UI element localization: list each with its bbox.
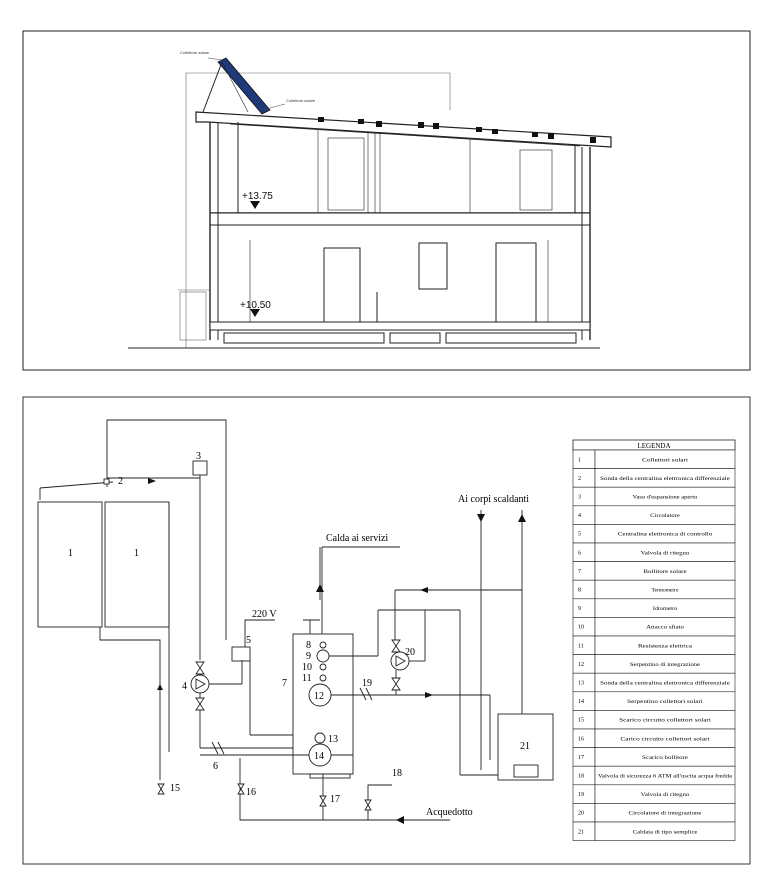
legend-row [573, 450, 735, 469]
legend-item-text: Valvola di ritegno [640, 550, 690, 557]
legend-item-number: 16 [578, 736, 584, 743]
legend-item-number: 3 [578, 494, 581, 501]
legend-item-number: 13 [578, 680, 584, 687]
collector-2-label: 1 [134, 548, 139, 559]
legend-table [573, 440, 735, 841]
label-hot-water: Calda ai servizi [326, 533, 389, 544]
legend-item-text: Sonda della centralina elettronica differenziale [600, 475, 705, 482]
legend-item-number: 9 [578, 606, 581, 613]
legend-row [573, 692, 735, 711]
legend-item-number: 10 [578, 624, 584, 631]
level-lower: +10.50 [240, 300, 271, 311]
num-20: 20 [405, 647, 415, 658]
num-3: 3 [196, 451, 201, 462]
legend-row [573, 710, 735, 729]
legend-item-text: Bollitore solare [643, 568, 688, 575]
legend-row [573, 729, 735, 748]
legend-row [573, 785, 735, 804]
legend-row [573, 766, 735, 785]
num-2: 2 [118, 476, 123, 487]
legend-title: LEGENDA [637, 442, 671, 450]
legend-item-text: Carico circuito collettori solari [620, 736, 711, 743]
num-18: 18 [392, 768, 402, 779]
num-7: 7 [282, 678, 287, 689]
legend-row [573, 580, 735, 599]
legend-item-text: Centralina elettronica di controllo [617, 531, 713, 538]
num-19: 19 [362, 678, 372, 689]
legend-item-number: 4 [578, 513, 581, 520]
legend-item-number: 7 [578, 568, 581, 575]
num-17: 17 [330, 794, 340, 805]
label-voltage: 220 V [252, 609, 277, 620]
building-section-panel [23, 31, 750, 370]
collector-1-label: 1 [68, 548, 73, 559]
num-10: 10 [302, 662, 312, 673]
legend-row [573, 524, 735, 543]
level-upper: +13.75 [242, 191, 273, 202]
legend-item-number: 18 [578, 773, 584, 780]
panel-note-1: Collettore solare [180, 50, 210, 55]
legend-row [573, 562, 735, 581]
num-11: 11 [302, 673, 312, 684]
window [419, 243, 447, 289]
legend-row [573, 599, 735, 618]
legend-item-text: Caldaia di tipo semplice [632, 829, 699, 836]
legend-item-number: 6 [578, 550, 581, 557]
legend-row [573, 655, 735, 674]
num-16: 16 [246, 787, 256, 798]
legend-item-number: 21 [578, 829, 584, 836]
num-8: 8 [306, 640, 311, 651]
num-5: 5 [246, 635, 251, 646]
legend-item-number: 2 [578, 475, 581, 482]
legend-item-number: 17 [578, 754, 584, 761]
legend-item-text: Circolatore [650, 513, 681, 520]
legend-item-text: Collettori solari [642, 457, 689, 464]
legend-item-number: 15 [578, 717, 584, 724]
door-right [496, 243, 536, 322]
collector-right [105, 502, 169, 627]
door-left [324, 248, 360, 322]
legend-item-text: Attacco sfiato [646, 624, 678, 631]
legend-row [573, 822, 735, 841]
legend-item-text: Sonda della centralina elettronica differenziale [600, 680, 705, 687]
num-14: 14 [314, 751, 324, 762]
legend-item-number: 12 [578, 661, 584, 668]
upper-floor-slab [210, 213, 590, 225]
roof-slab [196, 112, 611, 147]
legend-item-text: Valvola di ritegno [640, 792, 690, 799]
legend-item-text: Vaso d'espansione aperto [632, 494, 698, 501]
num-9: 9 [306, 651, 311, 662]
collector-left [38, 502, 102, 627]
legend-row [573, 469, 735, 488]
roof-solar-panel [203, 58, 285, 114]
panel-note-2: Collettore solare [286, 98, 316, 103]
legend-row [573, 803, 735, 822]
num-4: 4 [182, 681, 187, 692]
legend-item-number: 14 [578, 699, 584, 706]
legend-item-number: 1 [578, 457, 581, 464]
legend-item-text: Idrometro [652, 606, 678, 613]
legend-item-text: Resistenza elettrica [638, 643, 693, 650]
legend-item-number: 20 [578, 810, 584, 817]
legend-item-number: 5 [578, 531, 581, 538]
num-13: 13 [328, 734, 338, 745]
legend-item-text: Scarico circuito collettori solari [619, 717, 712, 724]
control-unit [232, 647, 250, 661]
legend-item-text: Termometro [651, 587, 679, 594]
legend-item-text: Valvola di sicurezza 6 ATM all'uscita acqua fredda [598, 773, 712, 780]
legend-row [573, 636, 735, 655]
expansion-vessel [193, 461, 207, 475]
side-balcony [180, 292, 206, 340]
legend-row [573, 673, 735, 692]
legend-item-text: Serpentino di integrazione [629, 661, 701, 668]
num-12: 12 [314, 691, 324, 702]
legend-item-text: Scarico bollitore [642, 754, 689, 761]
section-frame [23, 31, 750, 370]
legend-item-number: 19 [578, 792, 584, 799]
num-15: 15 [170, 783, 180, 794]
num-21: 21 [520, 741, 530, 752]
legend-item-number: 8 [578, 587, 581, 594]
legend-row [573, 487, 735, 506]
legend-row [573, 748, 735, 767]
legend-item-text: Circolatore di integrazione [628, 810, 703, 817]
legend-item-number: 11 [578, 643, 584, 650]
num-6: 6 [213, 761, 218, 772]
legend-item-text: Serpentino collettori solari [627, 699, 704, 706]
level-marker-upper [250, 201, 260, 209]
legend-row [573, 543, 735, 562]
label-radiators: Ai corpi scaldanti [458, 494, 530, 505]
label-aqueduct: Acquedotto [426, 807, 473, 818]
legend-row [573, 506, 735, 525]
legend-row [573, 617, 735, 636]
